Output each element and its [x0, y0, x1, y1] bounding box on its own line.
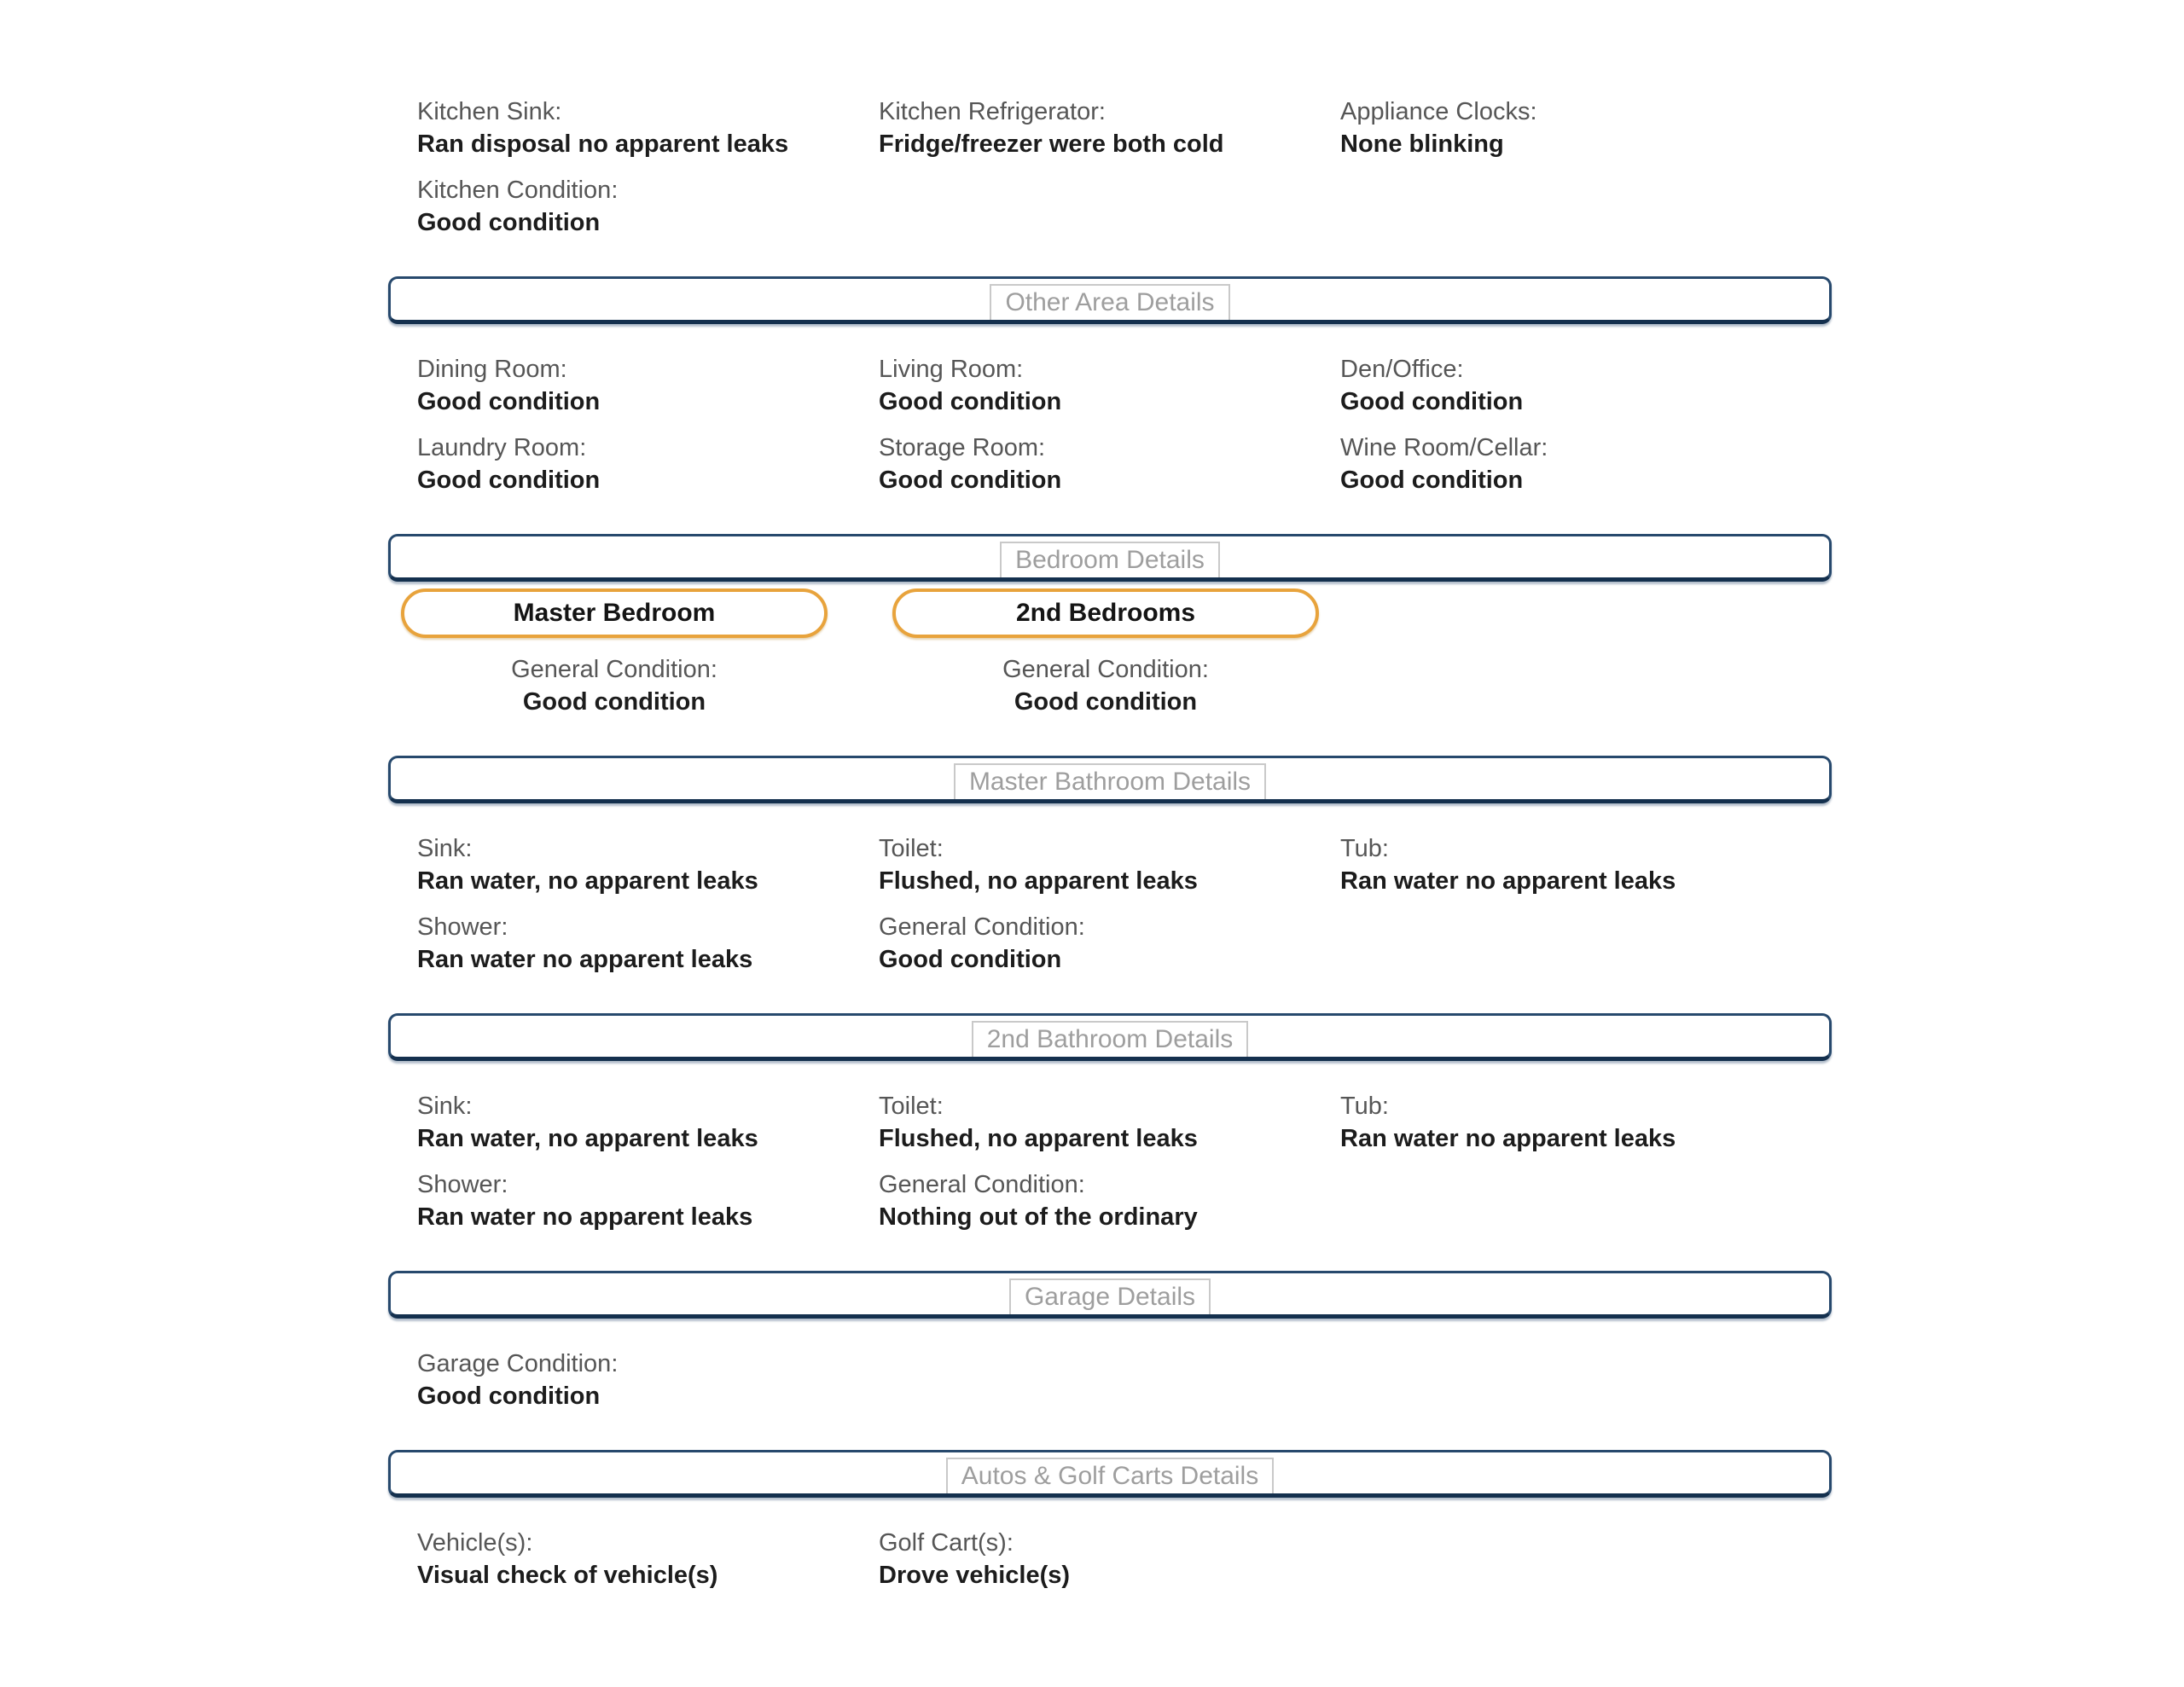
field-label: Dining Room:	[417, 356, 567, 383]
field-value: Ran water, no apparent leaks	[417, 1125, 758, 1152]
field-label: Golf Cart(s):	[879, 1529, 1014, 1557]
vehicles-field	[417, 1527, 879, 1591]
field-label: Wine Room/Cellar:	[1340, 434, 1548, 461]
field-label: Vehicle(s):	[417, 1529, 533, 1557]
field-value: Ran water no apparent leaks	[1340, 867, 1676, 895]
field-value: Ran water no apparent leaks	[417, 1203, 753, 1231]
other-area-section	[388, 276, 1832, 496]
second-bathroom-section	[388, 1013, 1832, 1233]
field-label: Den/Office:	[1340, 356, 1464, 383]
field-value: Good condition	[879, 388, 1062, 415]
field-value: Good condition	[879, 467, 1062, 494]
garage-condition-field	[417, 1348, 879, 1412]
field-value: Ran water, no apparent leaks	[417, 867, 758, 895]
field-label: General Condition:	[879, 913, 1085, 941]
field-label: Kitchen Condition:	[417, 177, 619, 204]
field-value: Flushed, no apparent leaks	[879, 1125, 1198, 1152]
field-value: Good condition	[1014, 688, 1198, 716]
field-value: Ran disposal no apparent leaks	[417, 130, 789, 158]
field-label: Toilet:	[879, 835, 944, 862]
autos-golf-carts-header-box	[388, 1450, 1832, 1498]
field-value: Good condition	[1340, 388, 1524, 415]
master-bathroom-section	[388, 756, 1832, 976]
field-label: Shower:	[417, 913, 508, 941]
kitchen-sink-field	[417, 96, 879, 160]
field-label: Laundry Room:	[417, 434, 587, 461]
garage-header-box	[388, 1271, 1832, 1319]
field-value: Good condition	[1340, 467, 1524, 494]
field-value: Good condition	[417, 1383, 601, 1410]
bedroom-title-input[interactable]: Bedroom Details	[1000, 542, 1220, 577]
master-bedroom-block	[401, 588, 828, 718]
other-area-fields	[388, 353, 1832, 496]
living-room-field	[879, 353, 1340, 418]
kitchen-condition-field	[417, 174, 879, 239]
field-label: Toilet:	[879, 1093, 944, 1120]
bedroom-row	[388, 588, 1832, 718]
report-content	[388, 96, 1832, 1591]
bedroom-header-box	[388, 534, 1832, 582]
field-label: Shower:	[417, 1171, 508, 1198]
field-value: Good condition	[417, 467, 601, 494]
field-label: General Condition:	[511, 656, 717, 683]
field-label: Kitchen Sink:	[417, 98, 562, 125]
other-area-header-box	[388, 276, 1832, 324]
field-value: Good condition	[522, 688, 706, 716]
second-bathroom-fields	[388, 1090, 1832, 1233]
kitchen-refrigerator-field	[879, 96, 1340, 160]
second-bathroom-title-input[interactable]: 2nd Bathroom Details	[972, 1021, 1249, 1057]
kitchen-fields	[388, 96, 1832, 239]
field-value: Ran water no apparent leaks	[1340, 1125, 1676, 1152]
master-bathroom-header-box	[388, 756, 1832, 803]
field-value: Good condition	[417, 209, 601, 236]
storage-room-field	[879, 432, 1340, 496]
second-bedrooms-condition-field	[892, 653, 1319, 718]
field-value: Good condition	[417, 388, 601, 415]
field-label: Sink:	[417, 1093, 473, 1120]
field-label: Tub:	[1340, 835, 1389, 862]
wine-room-cellar-field	[1340, 432, 1832, 496]
field-label: General Condition:	[1002, 656, 1209, 683]
field-label: Tub:	[1340, 1093, 1389, 1120]
field-value: Good condition	[879, 946, 1062, 973]
other-area-title-input[interactable]: Other Area Details	[990, 284, 1229, 320]
garage-fields	[388, 1348, 1832, 1412]
field-label: General Condition:	[879, 1171, 1085, 1198]
general-condition-field	[879, 911, 1340, 976]
master-bathroom-title-input[interactable]: Master Bathroom Details	[954, 763, 1266, 799]
field-label: Appliance Clocks:	[1340, 98, 1537, 125]
garage-section	[388, 1271, 1832, 1412]
autos-golf-carts-section	[388, 1450, 1832, 1591]
tub-field	[1340, 832, 1832, 897]
field-label: Storage Room:	[879, 434, 1046, 461]
field-value: Nothing out of the ordinary	[879, 1203, 1198, 1231]
laundry-room-field	[417, 432, 879, 496]
field-value: Fridge/freezer were both cold	[879, 130, 1224, 158]
field-value: Visual check of vehicle(s)	[417, 1562, 718, 1589]
field-value: Drove vehicle(s)	[879, 1562, 1071, 1589]
field-label: Garage Condition:	[417, 1350, 619, 1377]
shower-field	[417, 911, 879, 976]
second-bedrooms-block	[892, 588, 1319, 718]
field-value: Ran water no apparent leaks	[417, 946, 753, 973]
field-value: None blinking	[1340, 130, 1504, 158]
second-bathroom-header-box	[388, 1013, 1832, 1061]
appliance-clocks-field	[1340, 96, 1832, 160]
second-bedrooms-button[interactable]: 2nd Bedrooms	[892, 588, 1319, 638]
den-office-field	[1340, 353, 1832, 418]
bedroom-section	[388, 534, 1832, 718]
field-label: Sink:	[417, 835, 473, 862]
general-condition-field	[879, 1168, 1340, 1233]
field-value: Flushed, no apparent leaks	[879, 867, 1198, 895]
kitchen-section	[388, 96, 1832, 239]
golf-carts-field	[879, 1527, 1340, 1591]
toilet-field	[879, 832, 1340, 897]
tub-field	[1340, 1090, 1832, 1155]
garage-title-input[interactable]: Garage Details	[1009, 1278, 1211, 1314]
master-bathroom-fields	[388, 832, 1832, 976]
dining-room-field	[417, 353, 879, 418]
sink-field	[417, 832, 879, 897]
master-bedroom-button[interactable]: Master Bedroom	[401, 588, 828, 638]
autos-golf-carts-title-input[interactable]: Autos & Golf Carts Details	[946, 1458, 1274, 1493]
sink-field	[417, 1090, 879, 1155]
field-label: Kitchen Refrigerator:	[879, 98, 1106, 125]
master-bedroom-condition-field	[401, 653, 828, 718]
field-label: Living Room:	[879, 356, 1024, 383]
shower-field	[417, 1168, 879, 1233]
autos-golf-carts-fields	[388, 1527, 1832, 1591]
toilet-field	[879, 1090, 1340, 1155]
